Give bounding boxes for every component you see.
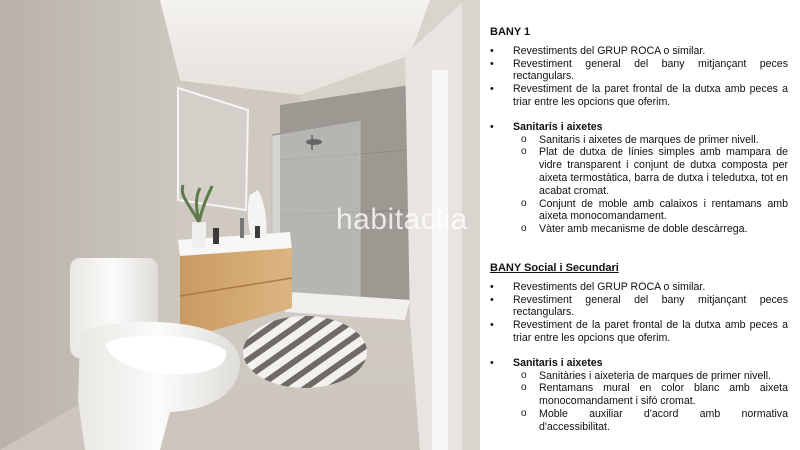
bany-1-list (490, 45, 788, 109)
list-item: • Revestiment de la paret frontal de la dutxa amb peces a triar entre les opcions que oferim. (490, 83, 788, 109)
section-title-bany-social: BANY Social i Secundari (490, 261, 619, 274)
sanitaris-list (490, 121, 788, 236)
section-title-bany-1: BANY 1 (490, 26, 531, 38)
sub-list-item: o Conjunt de moble amb calaixos i rentamans amb aixeta monocomandament. (513, 198, 788, 224)
sub-list-item: o Plat de dutxa de línies simples amb mampara de vidre transparent i conjunt de dutxa composta per aixeta termostàtica, barra de dutxa i teledutxa, tot en acabat cromat. (513, 146, 788, 197)
list-item (490, 121, 788, 236)
sub-title: Sanitaris i aixetes (513, 120, 603, 133)
sub-title: Sanitaris i aixetes (513, 356, 603, 369)
sub-list-item: o Sanitaris i aixetes de marques de primer nivell. (513, 134, 788, 147)
sub-list-item: o Rentamans mural en color blanc amb aixeta monocomandament i sifó cromat. (513, 382, 788, 408)
list-item (490, 357, 788, 434)
bany-social-list (490, 281, 788, 345)
sub-list-item: o Vàter amb mecanisme de doble descàrrega. (513, 223, 788, 236)
sub-list (513, 370, 788, 434)
list-item: • Revestiments del GRUP ROCA o similar. (490, 281, 788, 294)
sub-list-item: o Moble auxiliar d'acord amb normativa d'accessibilitat. (513, 408, 788, 434)
sub-list-item: o Sanitàries i aixeteria de marques de primer nivell. (513, 370, 788, 383)
list-item: • Revestiments del GRUP ROCA o similar. (490, 45, 788, 58)
sanitaris-list-2 (490, 357, 788, 434)
list-item: • Revestiment de la paret frontal de la dutxa amb peces a triar entre les opcions que oferim. (490, 319, 788, 345)
list-item: • Revestiment general del bany mitjançant peces rectangulars. (490, 294, 788, 320)
watermark-text: habitaclia (336, 203, 468, 236)
list-item: • Revestiment general del bany mitjançant peces rectangulars. (490, 58, 788, 84)
sub-list (513, 134, 788, 236)
specifications-panel (490, 26, 788, 434)
